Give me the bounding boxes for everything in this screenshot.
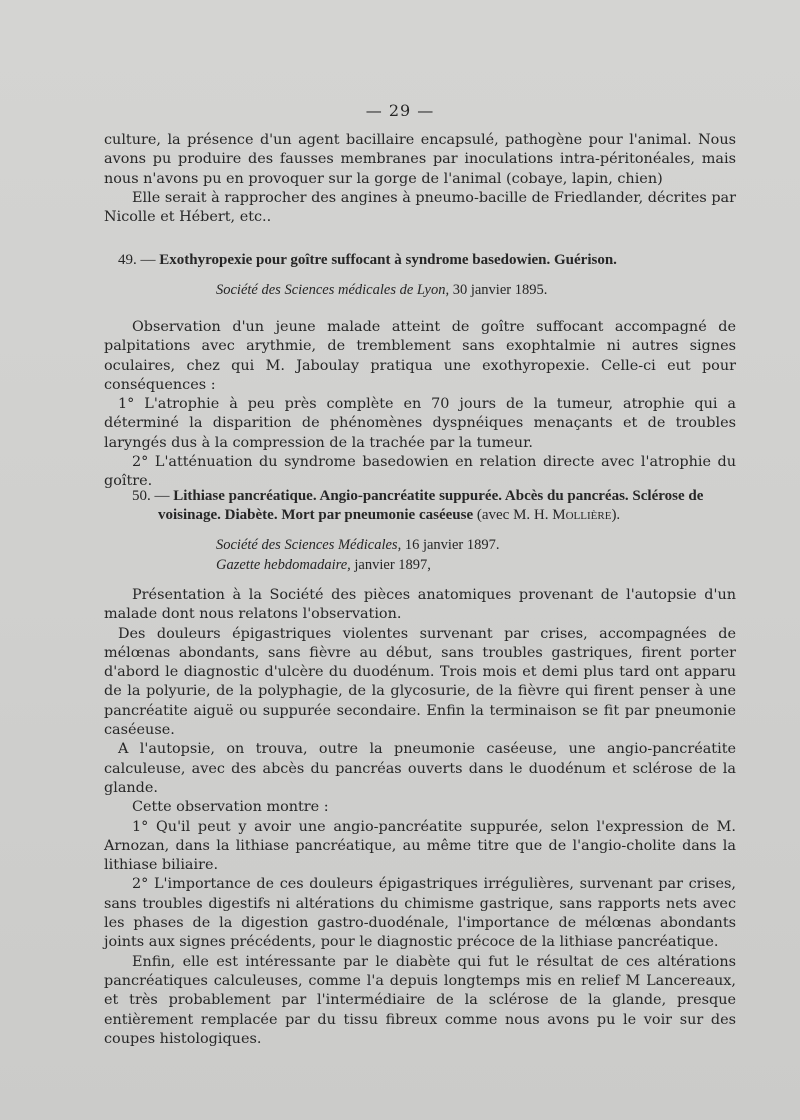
paragraph: Enfin, elle est intéressante par le diabète qui fut le résultat de ces altérations pancréatiques calculeuses, comme l'a depuis longtemps mis en relief M Lancereaux, et très probablement par l'intermédiaire de la sclérose de la glande, presque entièrement remplacée par du tissu fibreux comme nous avons pu le voir sur des coupes histologiques. [104, 953, 736, 1047]
section-49-heading [118, 251, 750, 270]
section-number: 49. — [118, 252, 156, 268]
paragraph: A l'autopsie, on trouva, outre la pneumonie caséeuse, une angio-pancréatite calculeuse, avec des abcès du pancréas ouverts dans le duodénum et sclérose de la glande. [104, 741, 736, 796]
coauthor-suffix: ). [611, 507, 621, 523]
intro-text [104, 131, 736, 227]
paragraph: 2° L'importance de ces douleurs épigastriques irrégulières, survenant par crises, sans troubles digestifs ni altérations du chimisme gastrique, sans rapports nets avec les phases de la digestion gastro-duodénale, l'importance de mélœnas abondants joints aux signes précédents, pour le diagnostic précoce de la lithiase pancréatique. [104, 876, 736, 951]
paragraph: Cette observation montre : [132, 799, 329, 816]
paragraph: 1° Qu'il peut y avoir une angio-pancréatite suppurée, selon l'expression de M. Arnozan, dans la lithiase pancréatique, au même titre que de l'angio-cholite dans la lithiase biliaire. [104, 818, 736, 874]
coauthor-prefix: (avec M. H. [476, 507, 549, 523]
paragraph: culture, la présence d'un agent bacillaire encapsulé, pathogène pour l'animal. Nous avons pu produire des fausses membranes par inoculations intra-péritonéales, mais nous n'avons pu en provoquer sur la gorge de l'animal (cobaye, lapin, chien) [104, 132, 736, 187]
source-line [216, 555, 499, 575]
source-line [216, 535, 499, 555]
section-50-heading [132, 487, 736, 525]
section-50-body [104, 586, 736, 1049]
source-journal: Société des Sciences médicales de Lyon, [216, 282, 450, 298]
source-date: 30 janvier 1895. [452, 282, 548, 298]
section-49-body [104, 318, 736, 492]
section-title-line1: Lithiase pancréatique. Angio-pancréatite suppurée. Abcès du pancréas. Sclérose de [173, 488, 704, 504]
source-date: 16 janvier 1897. [404, 537, 500, 553]
paragraph: Présentation à la Société des pièces anatomiques provenant de l'autopsie d'un malade dont nous relatons l'observation. [104, 587, 736, 623]
paragraph: Observation d'un jeune malade atteint de goître suffocant accompagné de palpitations avec arythmie, de tremblement sans exophtalmie ni autres signes oculaires, chez qui M. Jaboulay pratiqua une exothyropexie. Celle-ci eut pour conséquences : [104, 319, 736, 393]
source-date: janvier 1897, [354, 557, 431, 573]
page-number: — 29 — [365, 101, 435, 120]
section-49-source [216, 280, 547, 300]
section-title-line2: voisinage. Diabète. Mort par pneumonie caséeuse [158, 507, 474, 523]
section-number: 50. — [132, 488, 170, 504]
paragraph: 2° L'atténuation du syndrome basedowien en relation directe avec l'atrophie du goître. [104, 454, 736, 490]
source-journal: Société des Sciences Médicales, [216, 537, 402, 553]
source-journal: Gazette hebdomadaire, [216, 557, 351, 573]
paragraph: Elle serait à rapprocher des angines à pneumo-bacille de Friedlander, décrites par Nicolle et Hébert, etc.. [104, 189, 736, 226]
paragraph: Des douleurs épigastriques violentes survenant par crises, accompagnées de mélœnas abondants, sans fièvre au début, sans troubles gastriques, firent porter d'abord le diagnostic d'ulcère du duodénum. Trois mois et demi plus tard ont apparu de la polyurie, de la polyphagie, de la glycosurie, de la fièvre qui firent penser à une pancréatite aiguë ou suppurée secondaire. Enfin la terminaison se fit par pneumonie caséeuse. [104, 625, 736, 739]
coauthor-name: Mollière [552, 507, 612, 523]
paragraph: 1° L'atrophie à peu près complète en 70 jours de la tumeur, atrophie qui a déterminé la disparition de phénomènes dyspnéiques menaçants et de troubles laryngés dus à la compression de la trachée par la tumeur. [104, 396, 736, 451]
section-title: Exothyropexie pour goître suffocant à syndrome basedowien. Guérison. [159, 252, 617, 268]
section-50-sources [216, 535, 499, 575]
